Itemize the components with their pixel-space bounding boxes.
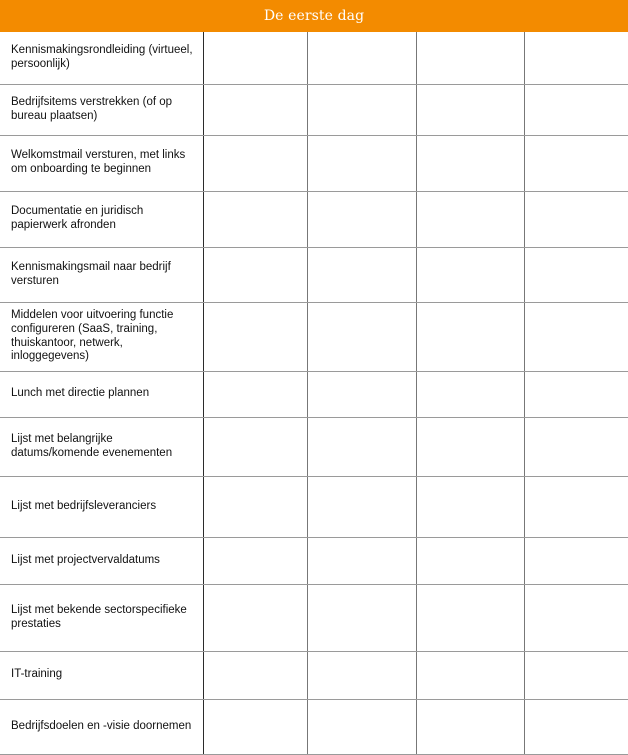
- checkbox-cell[interactable]: [524, 32, 628, 84]
- checkbox-cell[interactable]: [416, 84, 524, 135]
- checkbox-cell[interactable]: [416, 476, 524, 537]
- checkbox-cell[interactable]: [203, 651, 307, 699]
- task-label: Lijst met projectvervaldatums: [0, 537, 203, 584]
- checkbox-cell[interactable]: [203, 584, 307, 651]
- task-label: Kennismakingsrondleiding (virtueel, persoonlijk): [0, 32, 203, 84]
- task-label: Kennismakingsmail naar bedrijf versturen: [0, 247, 203, 302]
- checkbox-cell[interactable]: [416, 191, 524, 247]
- checkbox-cell[interactable]: [524, 476, 628, 537]
- checkbox-cell[interactable]: [524, 371, 628, 417]
- checkbox-cell[interactable]: [416, 302, 524, 371]
- checkbox-cell[interactable]: [307, 302, 416, 371]
- checkbox-cell[interactable]: [416, 537, 524, 584]
- checkbox-cell[interactable]: [203, 84, 307, 135]
- table-row: [0, 699, 628, 754]
- table-row: [0, 651, 628, 699]
- table-row: [0, 371, 628, 417]
- checkbox-cell[interactable]: [416, 371, 524, 417]
- checkbox-cell[interactable]: [307, 699, 416, 754]
- checkbox-cell[interactable]: [307, 84, 416, 135]
- checklist-table: [0, 32, 628, 755]
- checkbox-cell[interactable]: [307, 537, 416, 584]
- checkbox-cell[interactable]: [203, 191, 307, 247]
- task-label: Documentatie en juridisch papierwerk afronden: [0, 191, 203, 247]
- checkbox-cell[interactable]: [307, 651, 416, 699]
- checkbox-cell[interactable]: [307, 247, 416, 302]
- checkbox-cell[interactable]: [524, 247, 628, 302]
- checkbox-cell[interactable]: [524, 537, 628, 584]
- checkbox-cell[interactable]: [203, 135, 307, 191]
- checkbox-cell[interactable]: [524, 302, 628, 371]
- task-label: Bedrijfsdoelen en -visie doornemen: [0, 699, 203, 754]
- checkbox-cell[interactable]: [307, 135, 416, 191]
- checkbox-cell[interactable]: [307, 476, 416, 537]
- checkbox-cell[interactable]: [203, 32, 307, 84]
- task-label: Lunch met directie plannen: [0, 371, 203, 417]
- checkbox-cell[interactable]: [416, 417, 524, 476]
- checkbox-cell[interactable]: [307, 584, 416, 651]
- checkbox-cell[interactable]: [416, 135, 524, 191]
- task-label: Lijst met bekende sectorspecifieke prestaties: [0, 584, 203, 651]
- task-label: IT-training: [0, 651, 203, 699]
- checkbox-cell[interactable]: [203, 417, 307, 476]
- checkbox-cell[interactable]: [416, 699, 524, 754]
- table-row: [0, 302, 628, 371]
- checkbox-cell[interactable]: [524, 699, 628, 754]
- table-row: [0, 417, 628, 476]
- checkbox-cell[interactable]: [203, 302, 307, 371]
- checkbox-cell[interactable]: [203, 476, 307, 537]
- checkbox-cell[interactable]: [524, 584, 628, 651]
- task-label: Lijst met bedrijfsleveranciers: [0, 476, 203, 537]
- table-row: [0, 476, 628, 537]
- checkbox-cell[interactable]: [416, 584, 524, 651]
- checkbox-cell[interactable]: [416, 651, 524, 699]
- checkbox-cell[interactable]: [416, 32, 524, 84]
- task-label: Bedrijfsitems verstrekken (of op bureau plaatsen): [0, 84, 203, 135]
- table-row: [0, 191, 628, 247]
- table-row: [0, 537, 628, 584]
- checkbox-cell[interactable]: [307, 191, 416, 247]
- checkbox-cell[interactable]: [307, 371, 416, 417]
- checkbox-cell[interactable]: [524, 84, 628, 135]
- table-row: [0, 247, 628, 302]
- checkbox-cell[interactable]: [203, 699, 307, 754]
- checkbox-cell[interactable]: [524, 651, 628, 699]
- task-label: Welkomstmail versturen, met links om onboarding te beginnen: [0, 135, 203, 191]
- checkbox-cell[interactable]: [203, 247, 307, 302]
- task-label: Lijst met belangrijke datums/komende evenementen: [0, 417, 203, 476]
- table-row: [0, 584, 628, 651]
- section-header: [0, 0, 628, 32]
- checkbox-cell[interactable]: [524, 191, 628, 247]
- checkbox-cell[interactable]: [524, 417, 628, 476]
- checkbox-cell[interactable]: [203, 537, 307, 584]
- checkbox-cell[interactable]: [203, 371, 307, 417]
- task-label: Middelen voor uitvoering functie configureren (SaaS, training, thuiskantoor, netwerk, inloggegevens): [0, 302, 203, 371]
- checkbox-cell[interactable]: [307, 32, 416, 84]
- table-row: [0, 135, 628, 191]
- checkbox-cell[interactable]: [416, 247, 524, 302]
- table-row: [0, 32, 628, 84]
- checkbox-cell[interactable]: [307, 417, 416, 476]
- table-row: [0, 84, 628, 135]
- section-title: De eerste dag: [263, 8, 365, 24]
- checkbox-cell[interactable]: [524, 135, 628, 191]
